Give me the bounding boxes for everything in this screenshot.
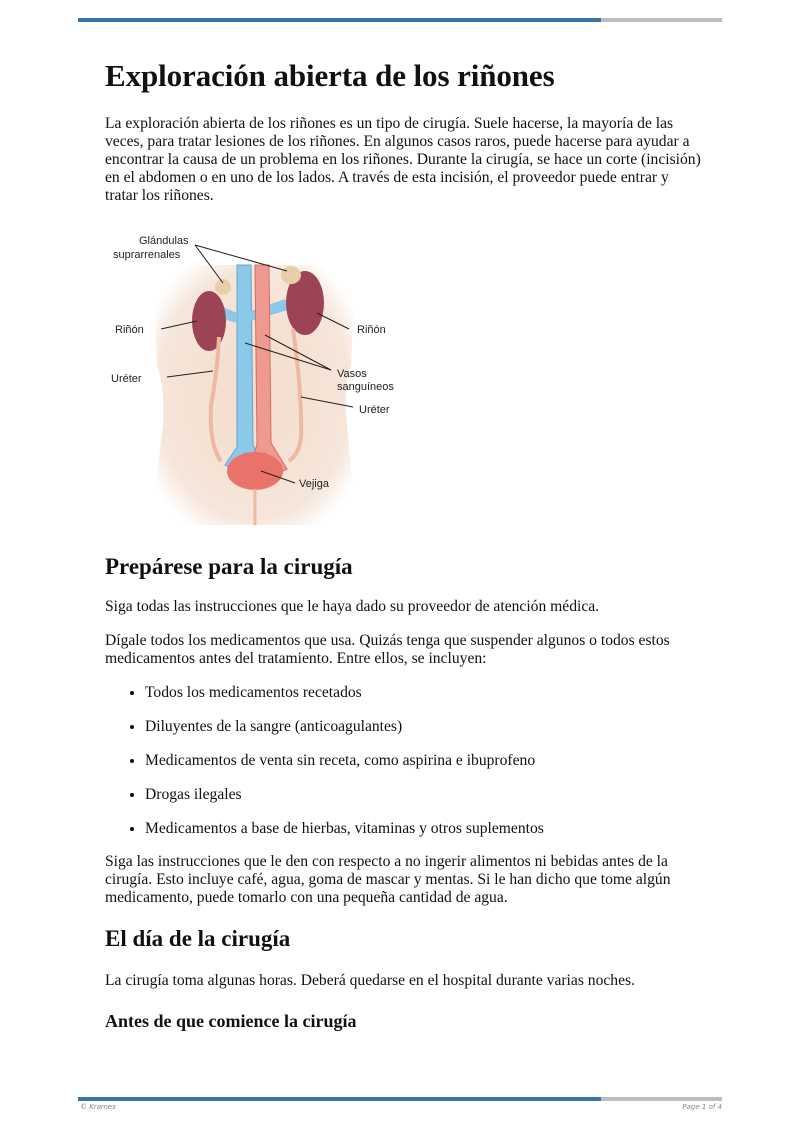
medications-list [105, 684, 705, 838]
list-item: • Todos los medicamentos recetados [145, 684, 705, 702]
footer-divider [78, 1097, 722, 1101]
section-heading-prepare: Prepárese para la cirugía [105, 554, 353, 579]
label-vessels-line1: Vasos [337, 368, 367, 380]
footer-divider-rest [601, 1097, 722, 1101]
list-item: • Drogas ilegales [145, 786, 705, 804]
label-ureter-left: Uréter [111, 373, 142, 385]
section-heading-day: El día de la cirugía [105, 926, 291, 951]
label-kidney-left: Riñón [115, 324, 144, 336]
document-body [105, 56, 705, 1033]
header-divider-accent [78, 18, 601, 22]
intro-paragraph: La exploración abierta de los riñones es un tipo de cirugía. Suele hacerse, la mayoría de las veces, para tratar lesiones de los riñones. En algunos casos raros, puede hacerse para ayudar a encontrar la causa de un problema en los riñones. Durante la cirugía, se hace un corte (incisión) en el abdomen o en uno de los lados. A través de esta incisión, el proveedor puede entrar y tratar los riñones. [105, 115, 701, 204]
header-divider-rest [601, 18, 722, 22]
bladder-shape [227, 452, 283, 490]
list-item: • Medicamentos a base de hierbas, vitaminas y otros suplementos [145, 820, 705, 838]
footer-copyright: © Krames [80, 1103, 116, 1111]
day-paragraph-1: La cirugía toma algunas horas. Deberá quedarse en el hospital durante varias noches. [105, 972, 635, 989]
adrenal-right-shape [281, 266, 301, 284]
prepare-paragraph-2: Dígale todos los medicamentos que usa. Quizás tenga que suspender algunos o todos estos medicamentos antes del tratamiento. Entre ellos, se incluyen: [105, 632, 670, 667]
kidney-anatomy-illustration [105, 225, 415, 535]
prepare-paragraph-3: Siga las instrucciones que le den con respecto a no ingerir alimentos ni bebidas antes de la cirugía. Esto incluye café, agua, goma de mascar y mentas. Si le han dicho que tome algún medicamento, puede tomarlo con una pequeña cantidad de agua. [105, 853, 671, 906]
prepare-paragraph-1: Siga todas las instrucciones que le haya dado su proveedor de atención médica. [105, 598, 600, 615]
label-vessels-line2: sanguíneos [337, 381, 394, 393]
label-kidney-right: Riñón [357, 324, 386, 336]
label-bladder: Vejiga [299, 478, 329, 490]
kidney-left-shape [192, 291, 226, 351]
page-title: Exploración abierta de los riñones [105, 58, 555, 93]
label-adrenal-line2: suprarrenales [113, 249, 181, 261]
adrenal-left-shape [215, 279, 231, 295]
footer-divider-accent [78, 1097, 601, 1101]
label-ureter-right: Uréter [359, 404, 390, 416]
label-adrenal-line1: Glándulas [139, 235, 189, 247]
header-divider [78, 18, 722, 22]
anatomy-svg [105, 225, 415, 535]
footer-page-number: Page 1 of 4 [682, 1103, 722, 1111]
list-item: • Medicamentos de venta sin receta, como aspirina e ibuprofeno [145, 752, 705, 770]
subheading-before-surgery: Antes de que comience la cirugía [105, 1011, 357, 1031]
list-item: • Diluyentes de la sangre (anticoagulantes) [145, 718, 705, 736]
